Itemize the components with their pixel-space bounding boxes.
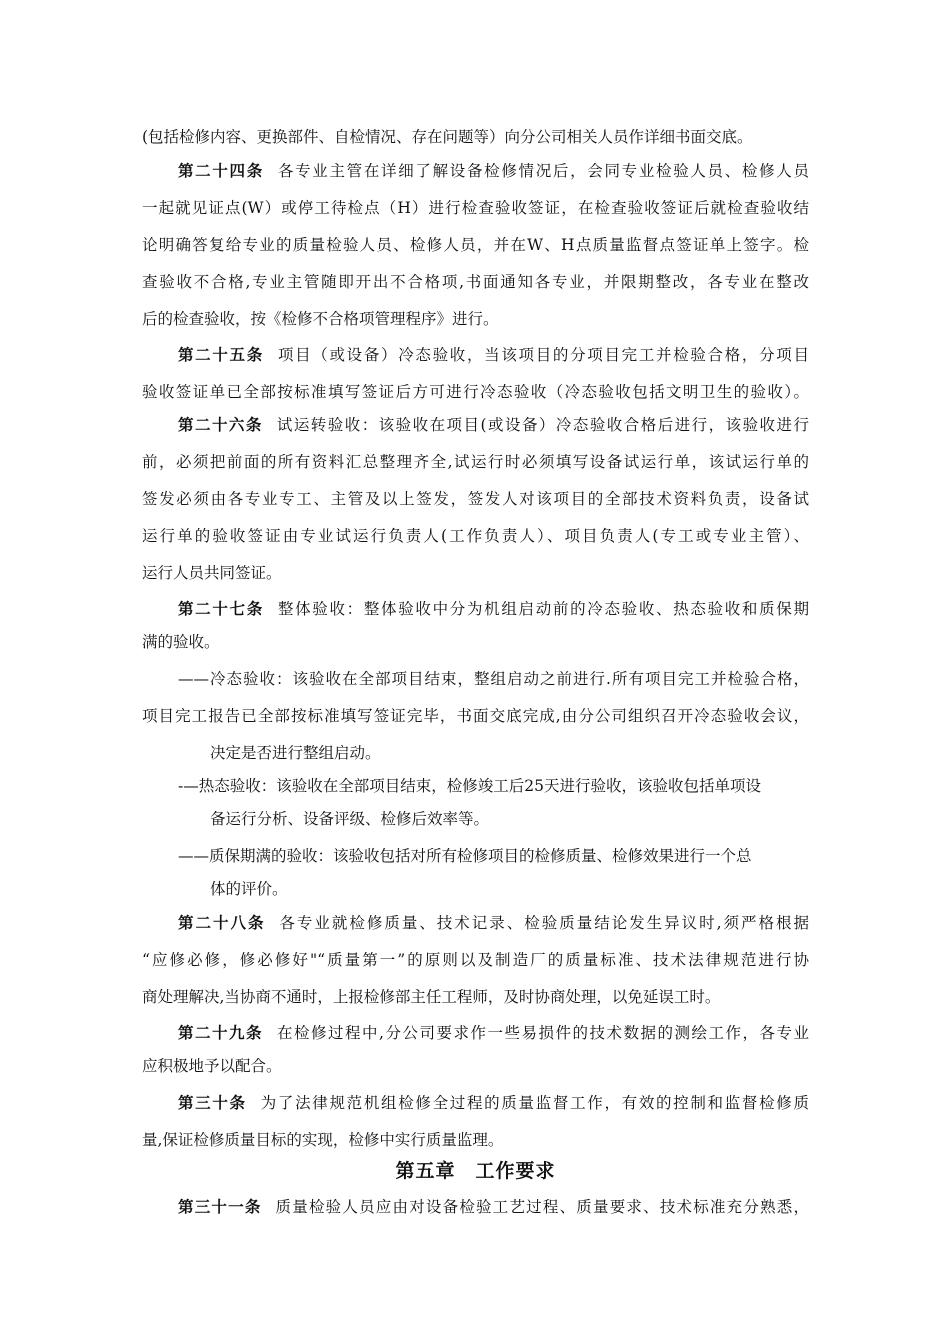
article-number: 第二十六条 (178, 415, 263, 434)
list-item-dash: ——质保期满的验收：该验收包括对所有检修项目的检修质量、检修效果进行一个总 (178, 847, 752, 865)
chapter-heading: 第五章 工作要求 (395, 1160, 556, 1182)
list-item-dash: ——冷态验收：该验收在全部项目结束，整组启动之前进行.所有项目完工并检验合格， (178, 670, 809, 688)
text-line: 一起就见证点(W）或停工待检点（H）进行检查验收签证，在检查验收签证后就检查验收结 (142, 199, 809, 217)
text-line: 论明确答复给专业的质量检验人员、检修人员，并在W、H点质量监督点签证单上签字。检 (142, 236, 809, 254)
text-line: 运行单的验收签证由专业试运行负责人(工作负责人）、项目负责人(专工或专业主管）、 (142, 527, 809, 545)
text-line: 体的评价。 (210, 880, 288, 898)
text-line: 查验收不合格,专业主管随即开出不合格项,书面通知各专业，并限期整改，各专业在整改 (142, 273, 809, 291)
article-27 (178, 598, 809, 620)
list-item-dash: -—热态验收：该验收在全部项目结束，检修竣工后25天进行验收，该验收包括单项设 (178, 777, 761, 795)
text-line: 备运行分析、设备评级、检修后效率等。 (210, 810, 490, 828)
article-number: 第二十七条 (178, 599, 264, 618)
article-text: 在检修过程中,分公司要求作一些易损件的技术数据的测绘工作，各专业 (277, 1024, 809, 1042)
article-text: 各专业就检修质量、技术记录、检验质量结论发生异议时,须严格根据 (279, 914, 809, 932)
text-line: 量,保证检修质量目标的实现，检修中实行质量监理。 (142, 1131, 504, 1149)
article-number: 第二十九条 (178, 1023, 264, 1042)
text-line: 决定是否进行整组启动。 (210, 744, 381, 762)
article-29 (178, 1022, 809, 1044)
text-line: 验收签证单已全部按标准填写签证后方可进行冷态验收（冷态验收包括文明卫生的验收）。 (142, 383, 809, 401)
article-24 (178, 160, 809, 182)
article-28 (178, 912, 809, 934)
text-line: (包括检修内容、更换部件、自检情况、存在问题等）向分公司相关人员作详细书面交底。 (142, 128, 753, 146)
article-number: 第三十一条 (178, 1197, 262, 1216)
text-line: 运行人员共同签证。 (142, 564, 282, 582)
article-text: 试运转验收：该验收在项目(或设备）冷态验收合格后进行，该验收进行 (276, 416, 809, 434)
article-text: 为了法律规范机组检修全过程的质量监督工作，有效的控制和监督检修质 (260, 1094, 809, 1112)
article-31 (178, 1196, 809, 1218)
text-line: 项目完工报告已全部按标准填写签证完毕，书面交底完成,由分公司组织召开冷态验收会议， (142, 707, 809, 725)
article-30 (178, 1092, 809, 1114)
article-text: 项目（或设备）冷态验收，当该项目的分项目完工并检验合格，分项目 (277, 346, 809, 364)
text-line: “应修必修，修必修好"“质量第一”的原则以及制造厂的质量标准、技术法律规范进行协 (142, 951, 809, 969)
article-number: 第三十条 (178, 1093, 247, 1112)
article-text: 各专业主管在详细了解设备检修情况后，会同专业检验人员、检修人员 (277, 162, 809, 180)
article-26 (178, 414, 809, 436)
article-number: 第二十四条 (178, 161, 264, 180)
article-number: 第二十八条 (178, 913, 266, 932)
article-number: 第二十五条 (178, 345, 264, 364)
text-line: 应积极地予以配合。 (142, 1057, 282, 1075)
text-line: 满的验收。 (142, 633, 220, 651)
text-line: 后的检查验收，按《检修不合格项管理程序》进行。 (142, 310, 499, 328)
text-line: 前，必须把前面的所有资料汇总整理齐全,试运行时必须填写设备试运行单，该试运行单的 (142, 453, 809, 471)
text-line: 签发必须由各专业专工、主管及以上签发，签发人对该项目的全部技术资料负责，设备试 (142, 490, 809, 508)
text-line: 商处理解决,当协商不通时，上报检修部主任工程师，及时协商处理，以免延误工时。 (142, 988, 721, 1006)
article-text: 整体验收：整体验收中分为机组启动前的冷态验收、热态验收和质保期 (277, 600, 809, 618)
article-25 (178, 344, 809, 366)
article-text: 质量检验人员应由对设备检验工艺过程、质量要求、技术标准充分熟悉， (275, 1198, 809, 1216)
